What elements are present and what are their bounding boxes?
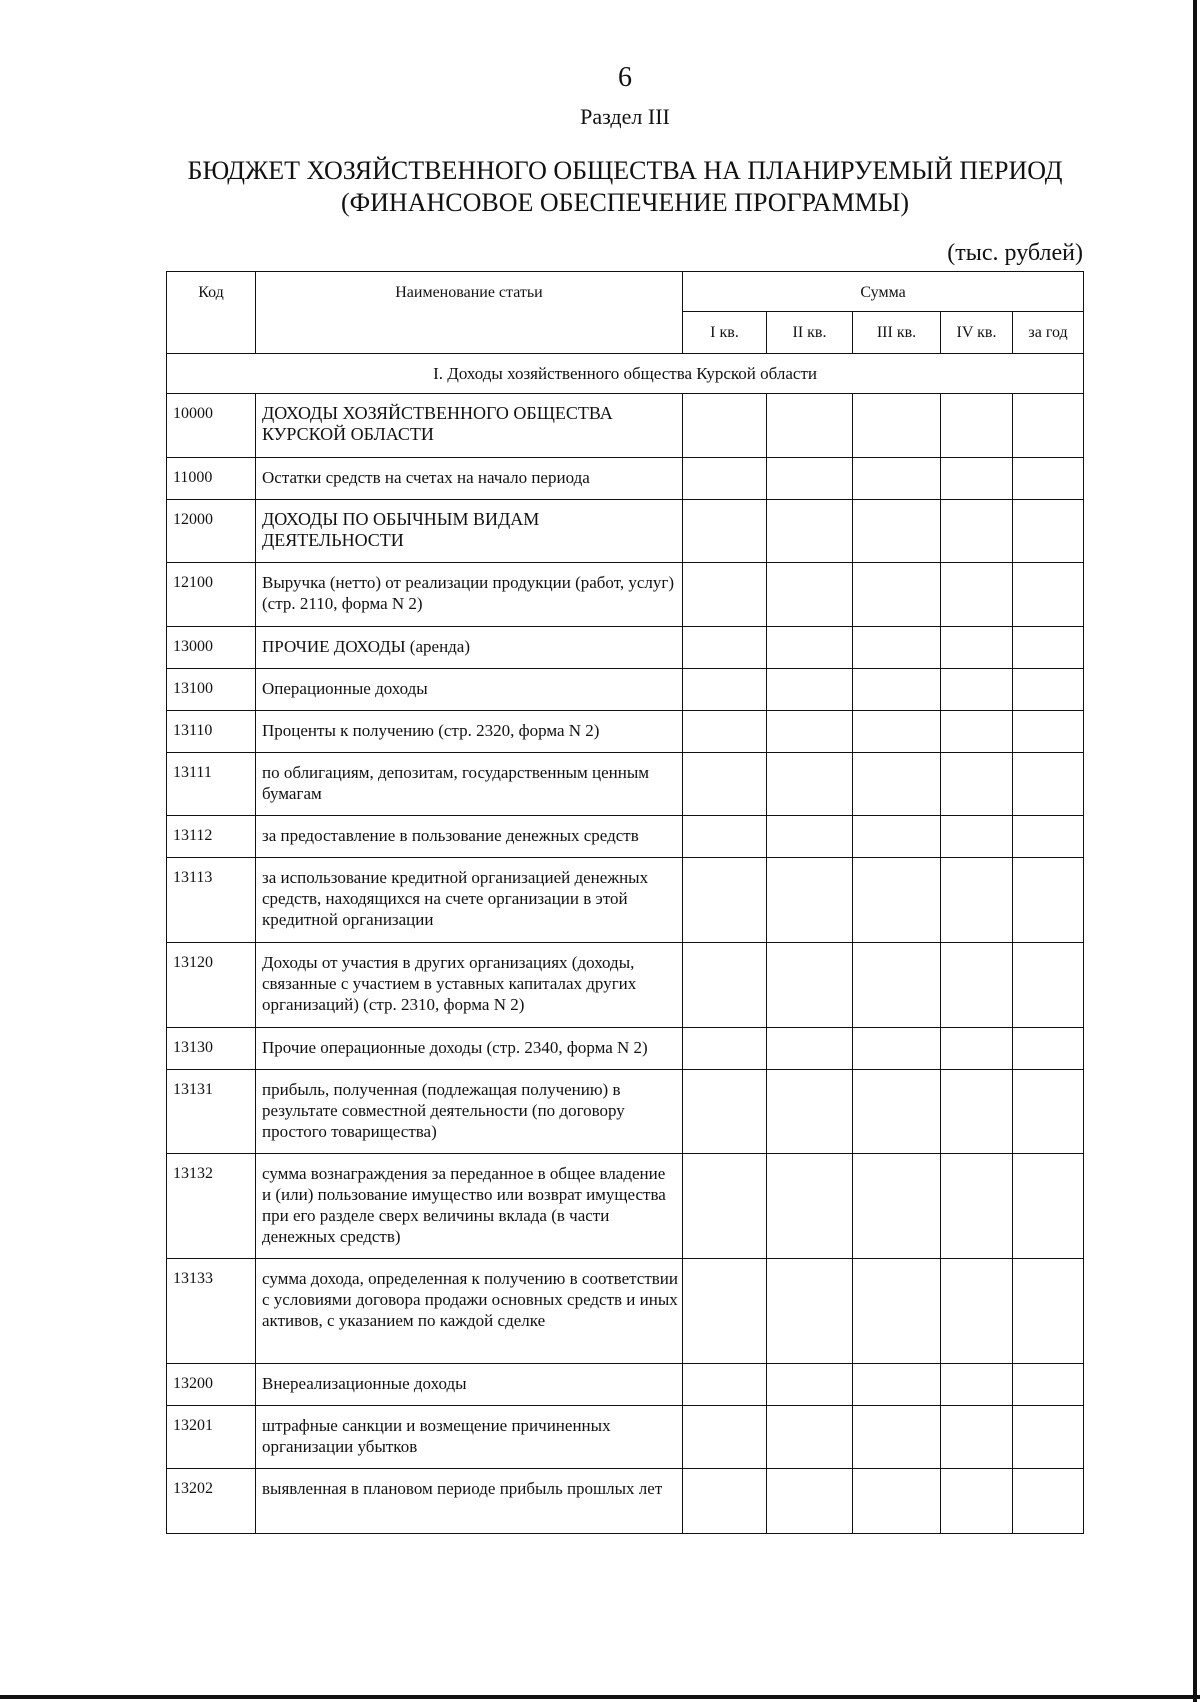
row-code: 13130: [167, 1028, 256, 1070]
cell-q1: [683, 1406, 767, 1469]
cell-q4: [941, 1028, 1013, 1070]
table-row: [167, 669, 1084, 711]
cell-year: [1013, 394, 1084, 458]
cell-q4: [941, 943, 1013, 1028]
cell-q2: [767, 1406, 853, 1469]
row-code: 13131: [167, 1070, 256, 1154]
row-name: за предоставление в пользование денежных средств: [256, 816, 683, 858]
page-number: 6: [618, 62, 632, 93]
cell-q1: [683, 1469, 767, 1534]
cell-year: [1013, 858, 1084, 943]
row-code: 10000: [167, 394, 256, 458]
row-name: сумма вознаграждения за переданное в общее владение и (или) пользование имущество или возврат имущества при его разделе сверх величины вклада (в части денежных средств): [256, 1154, 683, 1259]
row-name: Выручка (нетто) от реализации продукции (работ, услуг) (стр. 2110, форма N 2): [256, 563, 683, 627]
document-title-line1: БЮДЖЕТ ХОЗЯЙСТВЕННОГО ОБЩЕСТВА НА ПЛАНИРУЕМЫЙ ПЕРИОД: [187, 156, 1063, 185]
cell-q4: [941, 500, 1013, 563]
cell-q1: [683, 1028, 767, 1070]
units-label: (тыс. рублей): [947, 240, 1083, 266]
document-title-line2: (ФИНАНСОВОЕ ОБЕСПЕЧЕНИЕ ПРОГРАММЫ): [340, 188, 910, 217]
row-code: 13133: [167, 1259, 256, 1364]
page-edge-right: [1193, 0, 1197, 1702]
row-name: ДОХОДЫ ПО ОБЫЧНЫМ ВИДАМ ДЕЯТЕЛЬНОСТИ: [256, 500, 683, 563]
cell-q1: [683, 753, 767, 816]
page-edge-bottom: [0, 1695, 1200, 1699]
row-name: сумма дохода, определенная к получению в соответствии с условиями договора продажи основных средств и иных активов, с указанием по каждой сделке: [256, 1259, 683, 1364]
cell-q2: [767, 943, 853, 1028]
table-row: [167, 1364, 1084, 1406]
cell-q2: [767, 1070, 853, 1154]
cell-q1: [683, 1259, 767, 1364]
cell-q2: [767, 858, 853, 943]
row-name: за использование кредитной организацией денежных средств, находящихся на счете организации в этой кредитной организации: [256, 858, 683, 943]
cell-year: [1013, 753, 1084, 816]
cell-q2: [767, 1028, 853, 1070]
row-name: Операционные доходы: [256, 669, 683, 711]
cell-q3: [853, 1364, 941, 1406]
cell-q3: [853, 1028, 941, 1070]
row-code: 13110: [167, 711, 256, 753]
cell-year: [1013, 500, 1084, 563]
cell-q4: [941, 394, 1013, 458]
row-code: 13201: [167, 1406, 256, 1469]
cell-q1: [683, 669, 767, 711]
cell-q1: [683, 858, 767, 943]
row-code: 12100: [167, 563, 256, 627]
cell-year: [1013, 711, 1084, 753]
cell-q4: [941, 1154, 1013, 1259]
table-row: [167, 1406, 1084, 1469]
cell-q4: [941, 1259, 1013, 1364]
table-row: [167, 943, 1084, 1028]
table-row: [167, 1070, 1084, 1154]
cell-q3: [853, 943, 941, 1028]
row-name: ПРОЧИЕ ДОХОДЫ (аренда): [256, 627, 683, 669]
row-code: 13000: [167, 627, 256, 669]
cell-q4: [941, 1469, 1013, 1534]
cell-q3: [853, 500, 941, 563]
cell-q4: [941, 711, 1013, 753]
row-code: 13200: [167, 1364, 256, 1406]
header-code: Код: [167, 272, 256, 354]
cell-year: [1013, 1154, 1084, 1259]
cell-q1: [683, 1364, 767, 1406]
table-row: [167, 1259, 1084, 1364]
cell-q1: [683, 500, 767, 563]
cell-q4: [941, 458, 1013, 500]
row-name: по облигациям, депозитам, государственным ценным бумагам: [256, 753, 683, 816]
cell-q2: [767, 669, 853, 711]
row-name: Прочие операционные доходы (стр. 2340, форма N 2): [256, 1028, 683, 1070]
cell-q4: [941, 858, 1013, 943]
row-name: Проценты к получению (стр. 2320, форма N 2): [256, 711, 683, 753]
table-row: [167, 563, 1084, 627]
cell-q4: [941, 1070, 1013, 1154]
cell-q3: [853, 563, 941, 627]
cell-q4: [941, 627, 1013, 669]
table-row: [167, 816, 1084, 858]
cell-year: [1013, 1070, 1084, 1154]
section-label: Раздел III: [580, 104, 670, 129]
table-row: [167, 753, 1084, 816]
cell-q1: [683, 943, 767, 1028]
cell-year: [1013, 563, 1084, 627]
cell-q2: [767, 394, 853, 458]
cell-year: [1013, 1028, 1084, 1070]
row-name: штрафные санкции и возмещение причиненных организации убытков: [256, 1406, 683, 1469]
table-row: [167, 1028, 1084, 1070]
row-name: выявленная в плановом периоде прибыль прошлых лет: [256, 1469, 683, 1534]
cell-q4: [941, 1364, 1013, 1406]
cell-year: [1013, 816, 1084, 858]
table-row: [167, 458, 1084, 500]
cell-q2: [767, 563, 853, 627]
table-row: [167, 1469, 1084, 1534]
cell-q4: [941, 669, 1013, 711]
cell-year: [1013, 1259, 1084, 1364]
budget-table: [166, 271, 1084, 1534]
cell-q3: [853, 753, 941, 816]
cell-q2: [767, 711, 853, 753]
cell-year: [1013, 1469, 1084, 1534]
cell-q4: [941, 563, 1013, 627]
cell-q3: [853, 1070, 941, 1154]
cell-q1: [683, 627, 767, 669]
cell-q1: [683, 1154, 767, 1259]
row-name: Остатки средств на счетах на начало периода: [256, 458, 683, 500]
table-row: [167, 394, 1084, 458]
header-q1: I кв.: [683, 312, 767, 354]
cell-q2: [767, 1154, 853, 1259]
cell-q4: [941, 1406, 1013, 1469]
header-q3: III кв.: [853, 312, 941, 354]
cell-q2: [767, 458, 853, 500]
cell-q1: [683, 394, 767, 458]
cell-q2: [767, 1364, 853, 1406]
row-code: 13120: [167, 943, 256, 1028]
table-row: [167, 711, 1084, 753]
cell-q2: [767, 500, 853, 563]
header-sum: Сумма: [683, 272, 1084, 312]
cell-q3: [853, 711, 941, 753]
row-code: 13202: [167, 1469, 256, 1534]
cell-year: [1013, 627, 1084, 669]
header-name: Наименование статьи: [256, 272, 683, 354]
cell-q1: [683, 563, 767, 627]
cell-q3: [853, 394, 941, 458]
table-row: [167, 858, 1084, 943]
cell-q4: [941, 753, 1013, 816]
row-name: Внереализационные доходы: [256, 1364, 683, 1406]
cell-q1: [683, 711, 767, 753]
row-code: 13113: [167, 858, 256, 943]
row-code: 12000: [167, 500, 256, 563]
row-code: 13111: [167, 753, 256, 816]
cell-q1: [683, 816, 767, 858]
cell-q3: [853, 1259, 941, 1364]
cell-year: [1013, 943, 1084, 1028]
cell-q2: [767, 816, 853, 858]
cell-q3: [853, 858, 941, 943]
cell-q2: [767, 1469, 853, 1534]
row-name: ДОХОДЫ ХОЗЯЙСТВЕННОГО ОБЩЕСТВА КУРСКОЙ ОБЛАСТИ: [256, 394, 683, 458]
cell-year: [1013, 1364, 1084, 1406]
table-row: [167, 1154, 1084, 1259]
cell-q3: [853, 1154, 941, 1259]
section-title-row: I. Доходы хозяйственного общества Курской области: [167, 354, 1084, 394]
cell-q4: [941, 816, 1013, 858]
header-q2: II кв.: [767, 312, 853, 354]
cell-year: [1013, 458, 1084, 500]
table-row: [167, 500, 1084, 563]
cell-q3: [853, 816, 941, 858]
row-code: 11000: [167, 458, 256, 500]
table-row: [167, 627, 1084, 669]
cell-q3: [853, 1469, 941, 1534]
row-code: 13132: [167, 1154, 256, 1259]
row-name: прибыль, полученная (подлежащая получению) в результате совместной деятельности (по договору простого товарищества): [256, 1070, 683, 1154]
cell-q3: [853, 627, 941, 669]
cell-q2: [767, 753, 853, 816]
cell-q1: [683, 458, 767, 500]
cell-year: [1013, 1406, 1084, 1469]
row-code: 13112: [167, 816, 256, 858]
header-q4: IV кв.: [941, 312, 1013, 354]
row-name: Доходы от участия в других организациях (доходы, связанные с участием в уставных капиталах других организаций) (стр. 2310, форма N 2): [256, 943, 683, 1028]
cell-q3: [853, 458, 941, 500]
header-year: за год: [1013, 312, 1084, 354]
cell-q3: [853, 669, 941, 711]
cell-q3: [853, 1406, 941, 1469]
cell-q1: [683, 1070, 767, 1154]
row-code: 13100: [167, 669, 256, 711]
cell-year: [1013, 669, 1084, 711]
cell-q2: [767, 1259, 853, 1364]
cell-q2: [767, 627, 853, 669]
